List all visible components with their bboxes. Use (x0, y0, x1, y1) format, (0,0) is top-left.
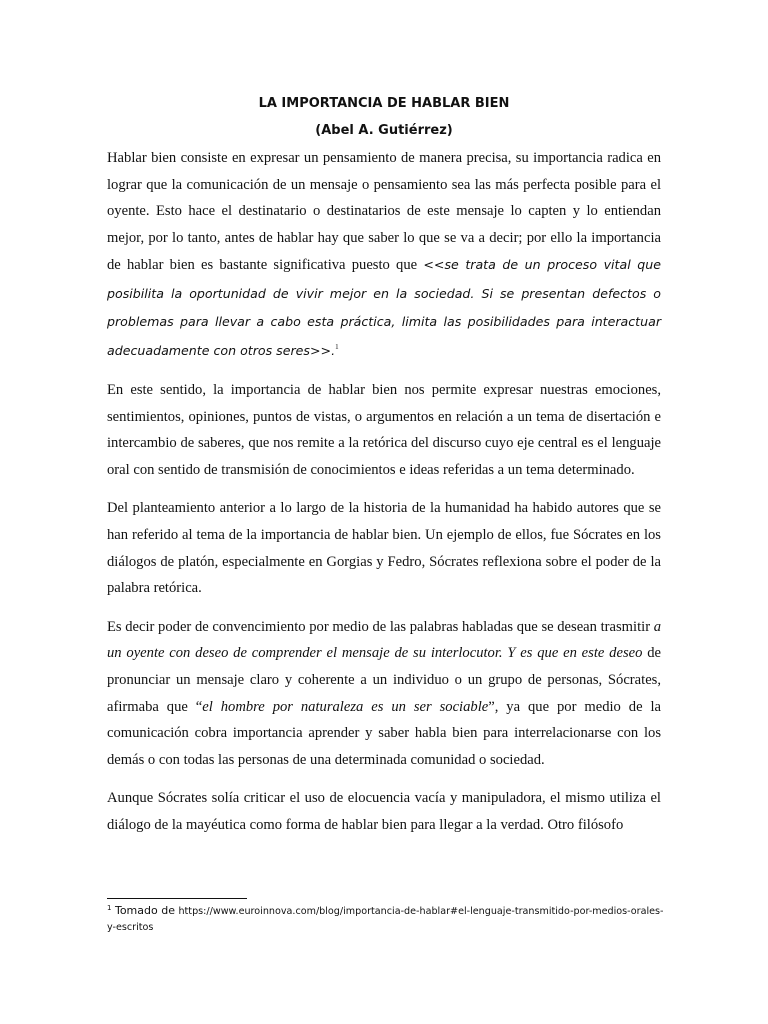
document-page (107, 88, 661, 851)
paragraph-4-part-e: ”, ya que por medio de la comunicación cobra importancia aprender y saber habla bien para interrelacionarse con los demás o con todas las personas de una determinada comunidad o sociedad. (107, 698, 662, 768)
footnote-number: 1 (107, 903, 112, 912)
paragraph-4 (107, 614, 661, 774)
footnote-lead: Tomado de (111, 904, 179, 917)
footnote-separator (107, 898, 247, 899)
paragraph-4-italic-d: el hombre por naturaleza es un ser sociable (202, 698, 489, 715)
document-title: LA IMPORTANCIA DE HABLAR BIEN (258, 96, 510, 111)
document-author: (Abel A. Gutiérrez) (315, 123, 453, 138)
paragraph-4-part-a: Es decir poder de convencimiento por medio de las palabras habladas que se desean trasmitir (107, 618, 654, 635)
paragraph-4-part-c: de pronunciar un mensaje claro y coherente a un individuo o un grupo de personas, Sócrates, afirmaba que “ (107, 645, 661, 715)
paragraph-4-italic-b: a un oyente con deseo de comprender el mensaje de su interlocutor. Y es que en este deseo (107, 618, 661, 662)
paragraph-1 (107, 145, 661, 365)
paragraph-1-quote: <<se trata de un proceso vital que posibilita la oportunidad de vivir mejor en la sociedad. Si se presentan defectos o problemas para llevar a cabo esta práctica, limita las posibilidades para interactuar adecuadamente con otros seres>>. (107, 257, 661, 358)
paragraph-2: En este sentido, la importancia de hablar bien nos permite expresar nuestras emociones, sentimientos, opiniones, puntos de vistas, o argumentos en relación a un tema de disertación e intercambio de saberes, que nos remite a la retórica del discurso cuyo eje central es el lenguaje oral con sentido de transmisión de conocimientos e ideas referidas a un tema determinado. (107, 382, 661, 478)
paragraph-1-text: Hablar bien consiste en expresar un pensamiento de manera precisa, su importancia radica en lograr que la comunicación de un mensaje o pensamiento sea las más perfecta posible para el oyente. Esto hace el destinatario o destinatarios de este mensaje lo capten y lo entiendan mejor, por lo tanto, antes de hablar hay que saber lo que se va a decir; por ello la importancia de hablar bien es bastante significativa puesto que (107, 150, 661, 274)
paragraph-5: Aunque Sócrates solía criticar el uso de elocuencia vacía y manipuladora, el mismo utiliza el diálogo de la mayéutica como forma de hablar bien para llegar a la verdad. Otro filósofo (107, 790, 661, 833)
footnote-url[interactable]: https://www.euroinnova.com/blog/importancia-de-hablar#el-lenguaje-transmitido-por-medios-orales-y-escritos (107, 906, 664, 933)
footnote-reference[interactable]: 1 (335, 342, 339, 351)
paragraph-3: Del planteamiento anterior a lo largo de la historia de la humanidad ha habido autores que se han referido al tema de la importancia de hablar bien. Un ejemplo de ellos, fue Sócrates en los diálogos de platón, especialmente en Gorgias y Fedro, Sócrates reflexiona sobre el poder de la palabra retórica. (107, 500, 661, 597)
footnote (107, 903, 667, 936)
